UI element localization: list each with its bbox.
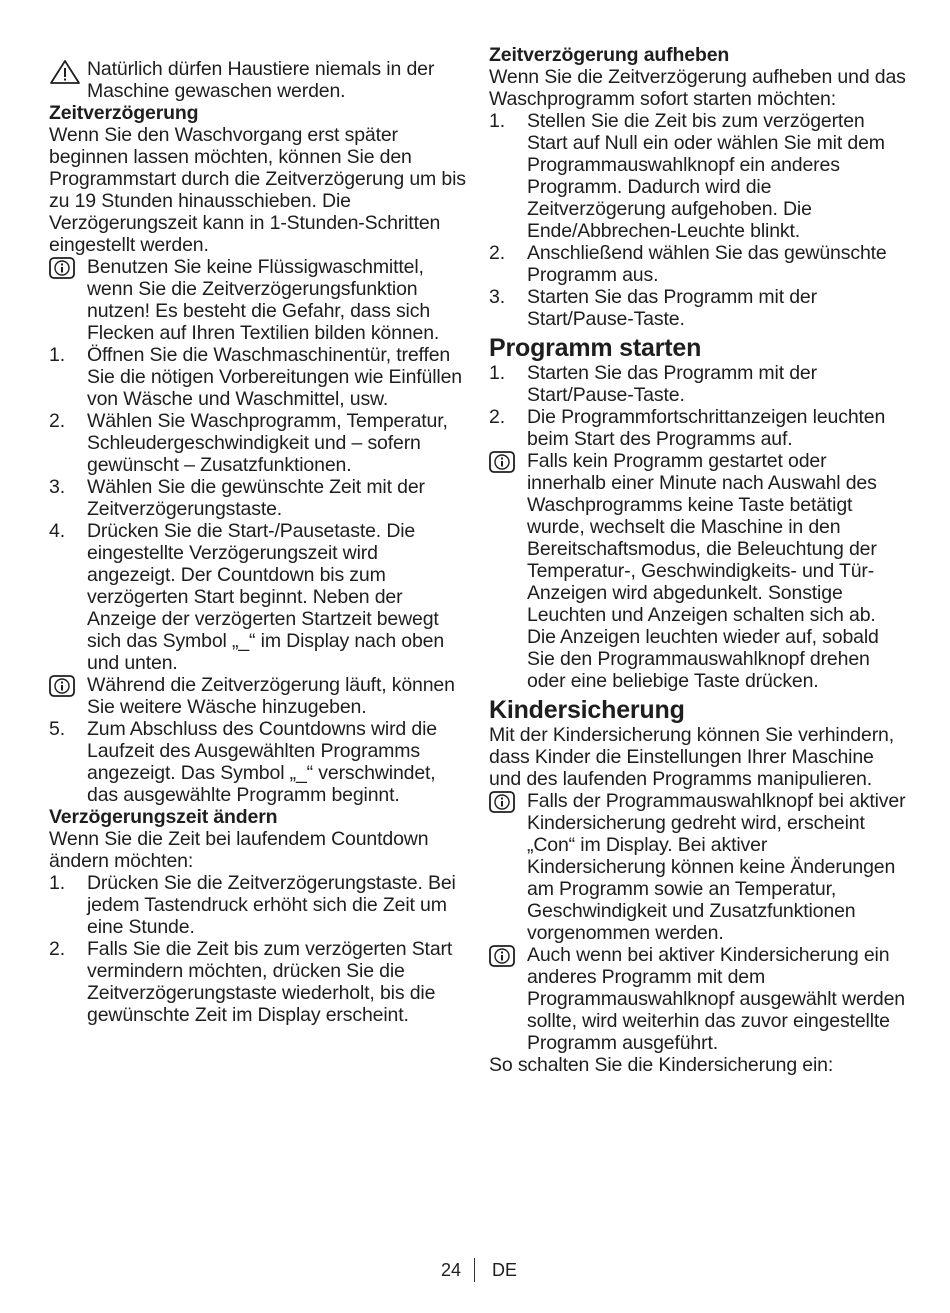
info-icon [489,791,515,818]
steps-delay [49,344,467,674]
section-heading-child-lock: Kindersicherung [489,696,685,724]
steps-cancel-delay [489,110,909,330]
step-text: Stellen Sie die Zeit bis zum verzögerten Start auf Null ein oder wählen Sie mit dem Programmauswahlknopf ein anderes Programm. Dadurch wird die Zeitverzögerung aufgehoben. Die Ende/Abbrechen-Leuchte blinkt. [527,110,885,242]
step-text: Drücken Sie die Start-/Pausetaste. Die eingestellte Verzögerungszeit wird angezeigt. Der Countdown bis zum verzögerten Start beginnt. Neben der Anzeige der verzögerten Startzeit bewegt sich das Symbol „_“ im Display nach oben und unten. [87,520,445,674]
step-text: Wählen Sie Waschprogramm, Temperatur, Schleudergeschwindigkeit und – sofern gewünscht – Zusatzfunktionen. [87,410,448,476]
step-number: 1. [489,362,505,384]
info-text: Auch wenn bei aktiver Kindersicherung ein anderes Programm mit dem Programmauswahlknopf ausgewählt werden sollte, wird weiterhin das zuvor eingestellte Programm ausgeführt. [527,944,906,1054]
info-text: Falls der Programmauswahlknopf bei aktiver Kindersicherung gedreht wird, erscheint „Con“ im Display. Bei aktiver Kindersicherung können keine Änderungen am Programm sowie an Temperatur, Geschwindigkeit und Zusatzfunktionen vorgenommen werden. [527,790,906,944]
info-text: Falls kein Programm gestartet oder innerhalb einer Minute nach Auswahl des Waschprogramms keine Taste betätigt wurde, wechselt die Maschine in den Bereitschaftsmodus, die Beleuchtung der Temperatur-, Geschwindigkeits- und Tür-Anzeigen wird abgedunkelt. Sonstige Leuchten und Anzeigen schalten sich ab. Die Anzeigen leuchten wieder auf, sobald Sie den Programmauswahlknopf drehen oder eine beliebige Taste drücken. [527,450,879,692]
page-footer [0,1258,950,1282]
step-text: Öffnen Sie die Waschmaschinentür, treffen Sie die nötigen Vorbereitungen wie Einfüllen von Wäsche und Waschmittel, usw. [87,344,463,410]
step-text: Wählen Sie die gewünschte Zeit mit der Zeitverzögerungstaste. [87,476,425,520]
info-icon [49,257,75,284]
warning-triangle-icon [49,59,81,90]
step-number: 2. [49,938,65,960]
section-heading-delay: Zeitverzögerung [49,102,199,124]
info-icon [489,945,515,972]
list-item [49,872,467,938]
info-note-child-lock-con [489,790,909,944]
list-item [49,410,467,476]
footer-divider [474,1258,475,1282]
language-code: DE [492,1260,518,1280]
page-number: 24 [440,1260,461,1280]
steps-change-delay [49,872,467,1026]
step-number: 1. [49,344,65,366]
step-number: 4. [49,520,65,542]
step-text: Zum Abschluss des Countdowns wird die Laufzeit des Ausgewählten Programms angezeigt. Das Symbol „_“ verschwindet, das ausgewählte Programm beginnt. [87,718,437,806]
step-number: 2. [489,406,505,428]
info-text: Während die Zeitverzögerung läuft, können Sie weitere Wäsche hinzugeben. [87,674,455,718]
step-text: Anschließend wählen Sie das gewünschte Programm aus. [527,242,887,286]
list-item [49,938,467,1026]
step-text: Starten Sie das Programm mit der Start/Pause-Taste. [527,362,817,406]
list-item [489,286,909,330]
section-heading-cancel-delay: Zeitverzögerung aufheben [489,44,730,66]
step-text: Drücken Sie die Zeitverzögerungstaste. Bei jedem Tastendruck erhöht sich die Zeit um eine Stunde. [87,872,456,938]
left-column [49,44,467,1026]
step-number: 3. [49,476,65,498]
list-item [49,520,467,674]
warning-text: Natürlich dürfen Haustiere niemals in der Maschine gewaschen werden. [87,58,435,102]
list-item [49,476,467,520]
section-heading-change-delay: Verzögerungszeit ändern [49,806,278,828]
list-item [489,406,909,450]
list-item [489,110,909,242]
step-number: 2. [49,410,65,432]
step-number: 1. [489,110,505,132]
steps-countdown-end [49,718,467,806]
change-delay-intro: Wenn Sie die Zeit bei laufendem Countdown ändern möchten: [49,828,429,872]
warning-note [49,58,467,102]
info-note-child-lock-program [489,944,909,1054]
info-text: Benutzen Sie keine Flüssigwaschmittel, wenn Sie die Zeitverzögerungsfunktion nutzen! Es besteht die Gefahr, dass sich Flecken auf Ihren Textilien bilden können. [87,256,440,344]
list-item [49,344,467,410]
right-column [489,44,909,1076]
step-number: 3. [489,286,505,308]
list-item [49,718,467,806]
step-number: 2. [489,242,505,264]
step-number: 5. [49,718,65,740]
info-icon [49,675,75,702]
section-heading-start-program: Programm starten [489,334,702,362]
info-note-add-laundry [49,674,467,718]
step-text: Falls Sie die Zeit bis zum verzögerten Start vermindern möchten, drücken Sie die Zeitverzögerungstaste wiederholt, bis die gewünschte Zeit im Display erscheint. [87,938,453,1026]
list-item [489,242,909,286]
info-note-standby [489,450,909,692]
steps-start-program [489,362,909,450]
step-text: Starten Sie das Programm mit der Start/Pause-Taste. [527,286,817,330]
cancel-delay-intro: Wenn Sie die Zeitverzögerung aufheben und das Waschprogramm sofort starten möchten: [489,66,906,110]
info-note-liquid-detergent [49,256,467,344]
child-lock-intro: Mit der Kindersicherung können Sie verhindern, dass Kinder die Einstellungen Ihrer Maschine und des laufenden Programms manipulieren. [489,724,894,790]
step-number: 1. [49,872,65,894]
info-icon [489,451,515,478]
child-lock-outro: So schalten Sie die Kindersicherung ein: [489,1054,834,1076]
step-text: Die Programmfortschrittanzeigen leuchten beim Start des Programms auf. [527,406,886,450]
list-item [489,362,909,406]
delay-intro: Wenn Sie den Waschvorgang erst später beginnen lassen möchten, können Sie den Programmstart durch die Zeitverzögerung um bis zu 19 Stunden hinausschieben. Die Verzögerungszeit kann in 1-Stunden-Schritten eingestellt werden. [49,124,466,256]
